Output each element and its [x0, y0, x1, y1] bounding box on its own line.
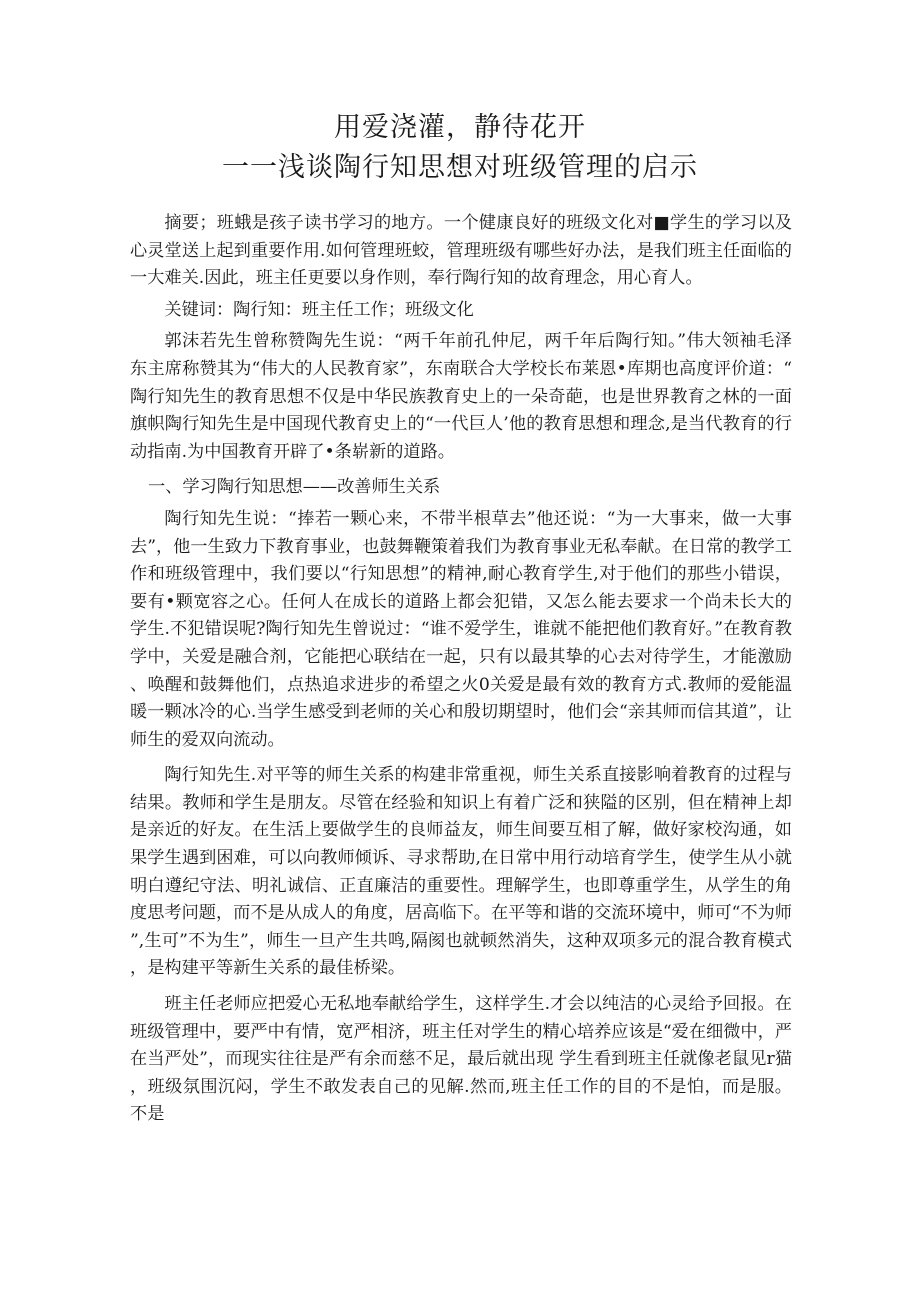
document-title: 用爱浇灌，静待花开	[334, 112, 586, 143]
intro-paragraph: 郭沫若先生曾称赞陶先生说：“两千年前孔仲尼，两千年后陶行知。”伟大领袖毛泽东主席称赞其为“伟大的人民教育家”，东南联合大学校长布莱恩•库期也高度评价道：“陶行知先生的教育思想不仅是中华民族教育史上的一朵奇葩，也是世界教育之林的一面旗帜陶行知先生是中国现代教育史上的“一代巨人’他的教育思想和理念,是当代教育的行动指南.为中国教育开辟了•条崭新的道路。	[130, 331, 792, 462]
document-subtitle: 一一浅谈陶行知思想对班级管理的启示	[222, 152, 698, 183]
keywords-line: 关键词：陶行知：班主任工作；班级文化	[164, 299, 474, 320]
body-paragraph: 班主任老师应把爱心无私地奉献给学生，这样学生.才会以纯洁的心灵给予回报。在班级管理中，要严中有情，宽严相济，班主任对学生的精心培养应该是“爱在细微中，严在当严处”，而现实往往是严有余而慈不足，最后就出现 学生看到班主任就像老鼠见r猫，班级氛围沉闷，学生不敢发表自己的见解.然而,班主任工作的目的不是怕，而是服。不是	[130, 994, 792, 1125]
abstract-paragraph: 摘要；班蛾是孩子读书学习的地方。一个健康良好的班级文化对■学生的学习以及心灵堂送上起到重要作用.如何管理班蛟，管理班级有哪些好办法，是我们班主任面临的一大难关.因此，班主任更要以身作则，奉行陶行知的故育理念，用心育人。	[130, 213, 792, 289]
body-paragraph: 陶行知先生说：“捧若一颗心来，不带半根草去”他还说：“为一大事来，做一大事去”，他一生致力下教育事业，也鼓舞鞭策着我们为教育事业无私奉献。在日常的教学工作和班级管理中，我们要以“行知思想”的精神,耐心教育学生,对于他们的那些小错误，要有•颗宽容之心。任何人在成长的道路上都会犯错，又怎么能去要求一个尚未长大的学生.不犯错误呢?陶行知先生曾说过：“谁不爱学生，谁就不能把他们教育好。”在教育教学中，关爱是融合剂，它能把心联结在一起，只有以最其挚的心去对待学生，才能激励、唤醒和鼓舞他们，点热追求进步的希望之火0关爱是最有效的教育方式.教师的爱能温暖一颗冰冷的心.当学生感受到老师的关心和殷切期望时，他们会“亲其师而信其道”，让师生的爱双向流动。	[130, 508, 792, 750]
section-heading: 一、学习陶行知思想——改善师生关系	[148, 477, 441, 498]
title-block	[0, 108, 920, 188]
document-body	[130, 210, 792, 1137]
body-paragraph: 陶行知先生.对平等的师生关系的构建非常重视，师生关系直接影响着教育的过程与结果。教师和学生是朋友。尽管在经验和知识上有着广泛和狭隘的区别，但在精神上却是亲近的好友。在生活上要做学生的良师益友，师生间要互相了解，做好家校沟通，如果学生遇到困难，可以向教师倾诉、寻求帮助,在日常中用行动培育学生，使学生从小就明白遵纪守法、明礼诚信、正直廉洁的重要性。理解学生，也即尊重学生，从学生的角度思考问题，而不是从成人的角度，居高临下。在平等和谐的交流环境中，师可“不为师”,生可”不为生”，师生一旦产生共鸣,隔阂也就顿然消失，这种双项多元的混合教育模式，是构建平等新生关系的最佳桥梁。	[130, 765, 792, 979]
